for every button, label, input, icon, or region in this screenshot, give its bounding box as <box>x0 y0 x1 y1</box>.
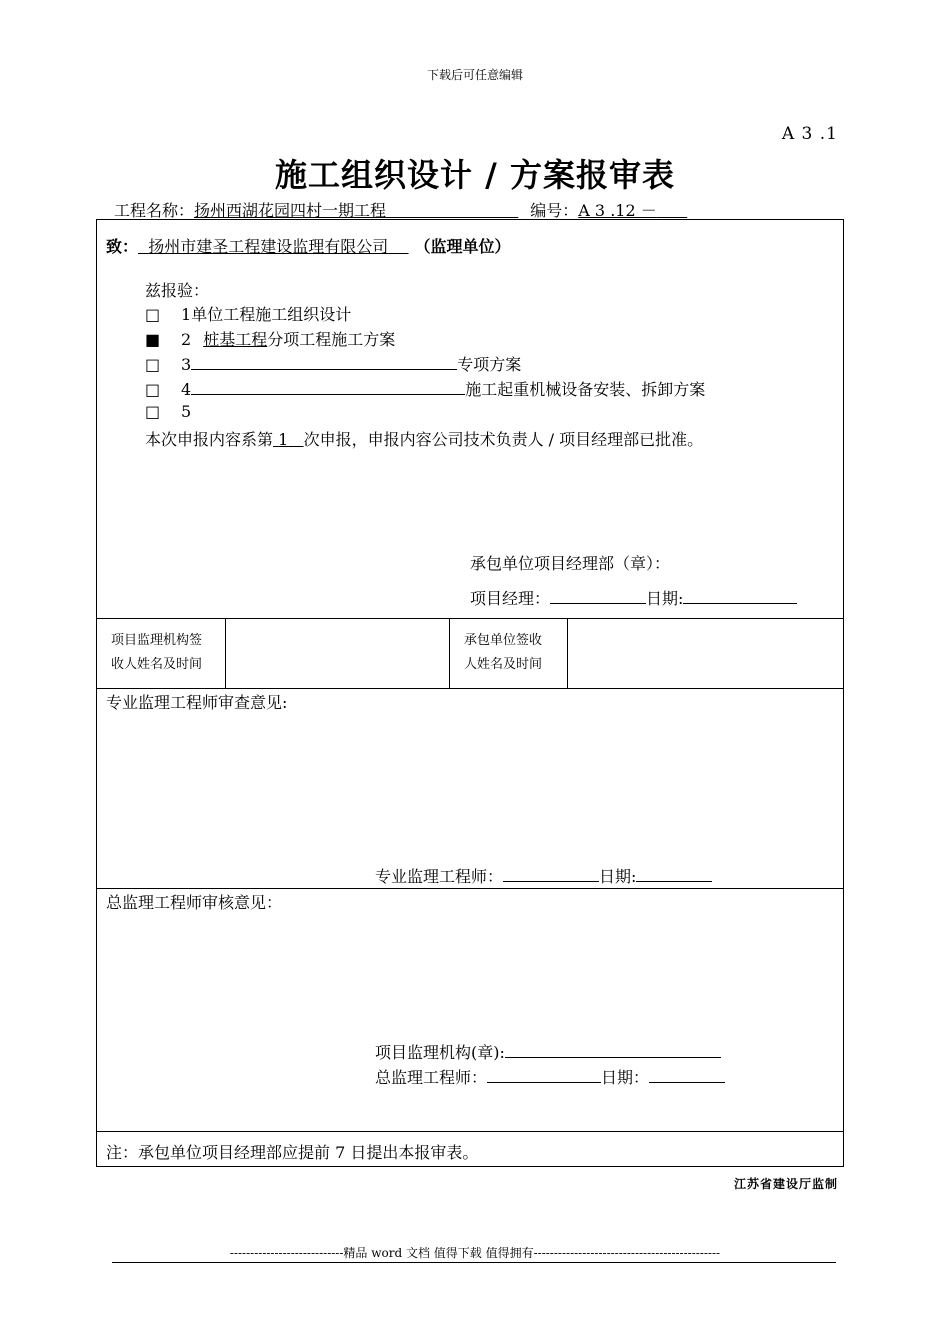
note: 注：承包单位项目经理部应提前 7 日提出本报审表。 <box>106 1143 479 1162</box>
header-note: 下载后可任意编辑 <box>426 68 523 82</box>
form-table <box>96 219 844 1167</box>
submission-count: 1 <box>278 430 289 449</box>
list-item: □ 4 施工起重机械设备安装、拆卸方案 <box>145 380 706 399</box>
checkbox-icon: □ <box>145 380 161 399</box>
divider <box>97 1131 843 1132</box>
project-name: 扬州西湖花园四村一期工程 <box>194 201 387 220</box>
divider <box>567 618 568 688</box>
divider <box>97 618 843 619</box>
checkbox-icon: □ <box>145 305 161 324</box>
specialist-signature-line: 专业监理工程师： 日期: <box>375 864 712 887</box>
statement: 本次申报内容系第 1 次申报，申报内容公司技术负责人 / 项目经理部已批准。 <box>145 430 704 449</box>
footer-rule <box>112 1262 836 1263</box>
chief-signature-line: 总监理工程师： 日期： <box>375 1065 725 1088</box>
divider <box>97 888 843 889</box>
form-code: A 3 .1 <box>781 124 838 144</box>
divider <box>97 688 843 689</box>
filled-value: 桩基工程 <box>203 330 268 349</box>
chief-heading: 总监理工程师审核意见： <box>106 893 283 912</box>
contractor-dept-label: 承包单位项目经理部（章）： <box>470 554 671 573</box>
supervisor-receipt-label: 项目监理机构签 收人姓名及时间 <box>111 633 203 672</box>
number-label: 编号： <box>530 201 579 220</box>
to-label: 致： <box>106 237 139 256</box>
list-item: ■ 2 桩基工程分项工程施工方案 <box>145 330 396 349</box>
list-item: □ 1单位工程施工组织设计 <box>145 305 352 324</box>
recipient: 扬州市建圣工程建设监理有限公司 <box>148 237 389 256</box>
form-title: 施工组织设计 / 方案报审表 <box>275 156 675 194</box>
checkbox-icon: □ <box>145 402 161 421</box>
list-item: □ 5 <box>145 402 192 421</box>
issuer-mark: 江苏省建设厅监制 <box>733 1177 838 1191</box>
checkbox-icon: □ <box>145 355 161 374</box>
footer-text: ----------------------------精品 word 文档 值得下载 值得拥有---------------------------------------------- <box>229 1246 721 1260</box>
project-name-label: 工程名称： <box>114 201 195 220</box>
recipient-suffix: （监理单位） <box>414 237 511 256</box>
form-number: A 3 .12 － <box>578 201 657 220</box>
list-item: □ 3 专项方案 <box>145 355 522 374</box>
contractor-receipt-label: 承包单位签收 人姓名及时间 <box>464 633 543 672</box>
project-line <box>114 198 687 221</box>
to-line <box>106 234 511 257</box>
divider <box>449 618 450 688</box>
checkbox-checked-icon: ■ <box>145 330 161 349</box>
divider <box>225 618 226 688</box>
pm-signature-line: 项目经理： 日期: <box>470 586 797 609</box>
specialist-heading: 专业监理工程师审查意见: <box>106 693 288 712</box>
submit-intro: 兹报验： <box>145 281 210 300</box>
chief-org-line: 项目监理机构(章): <box>375 1040 721 1063</box>
